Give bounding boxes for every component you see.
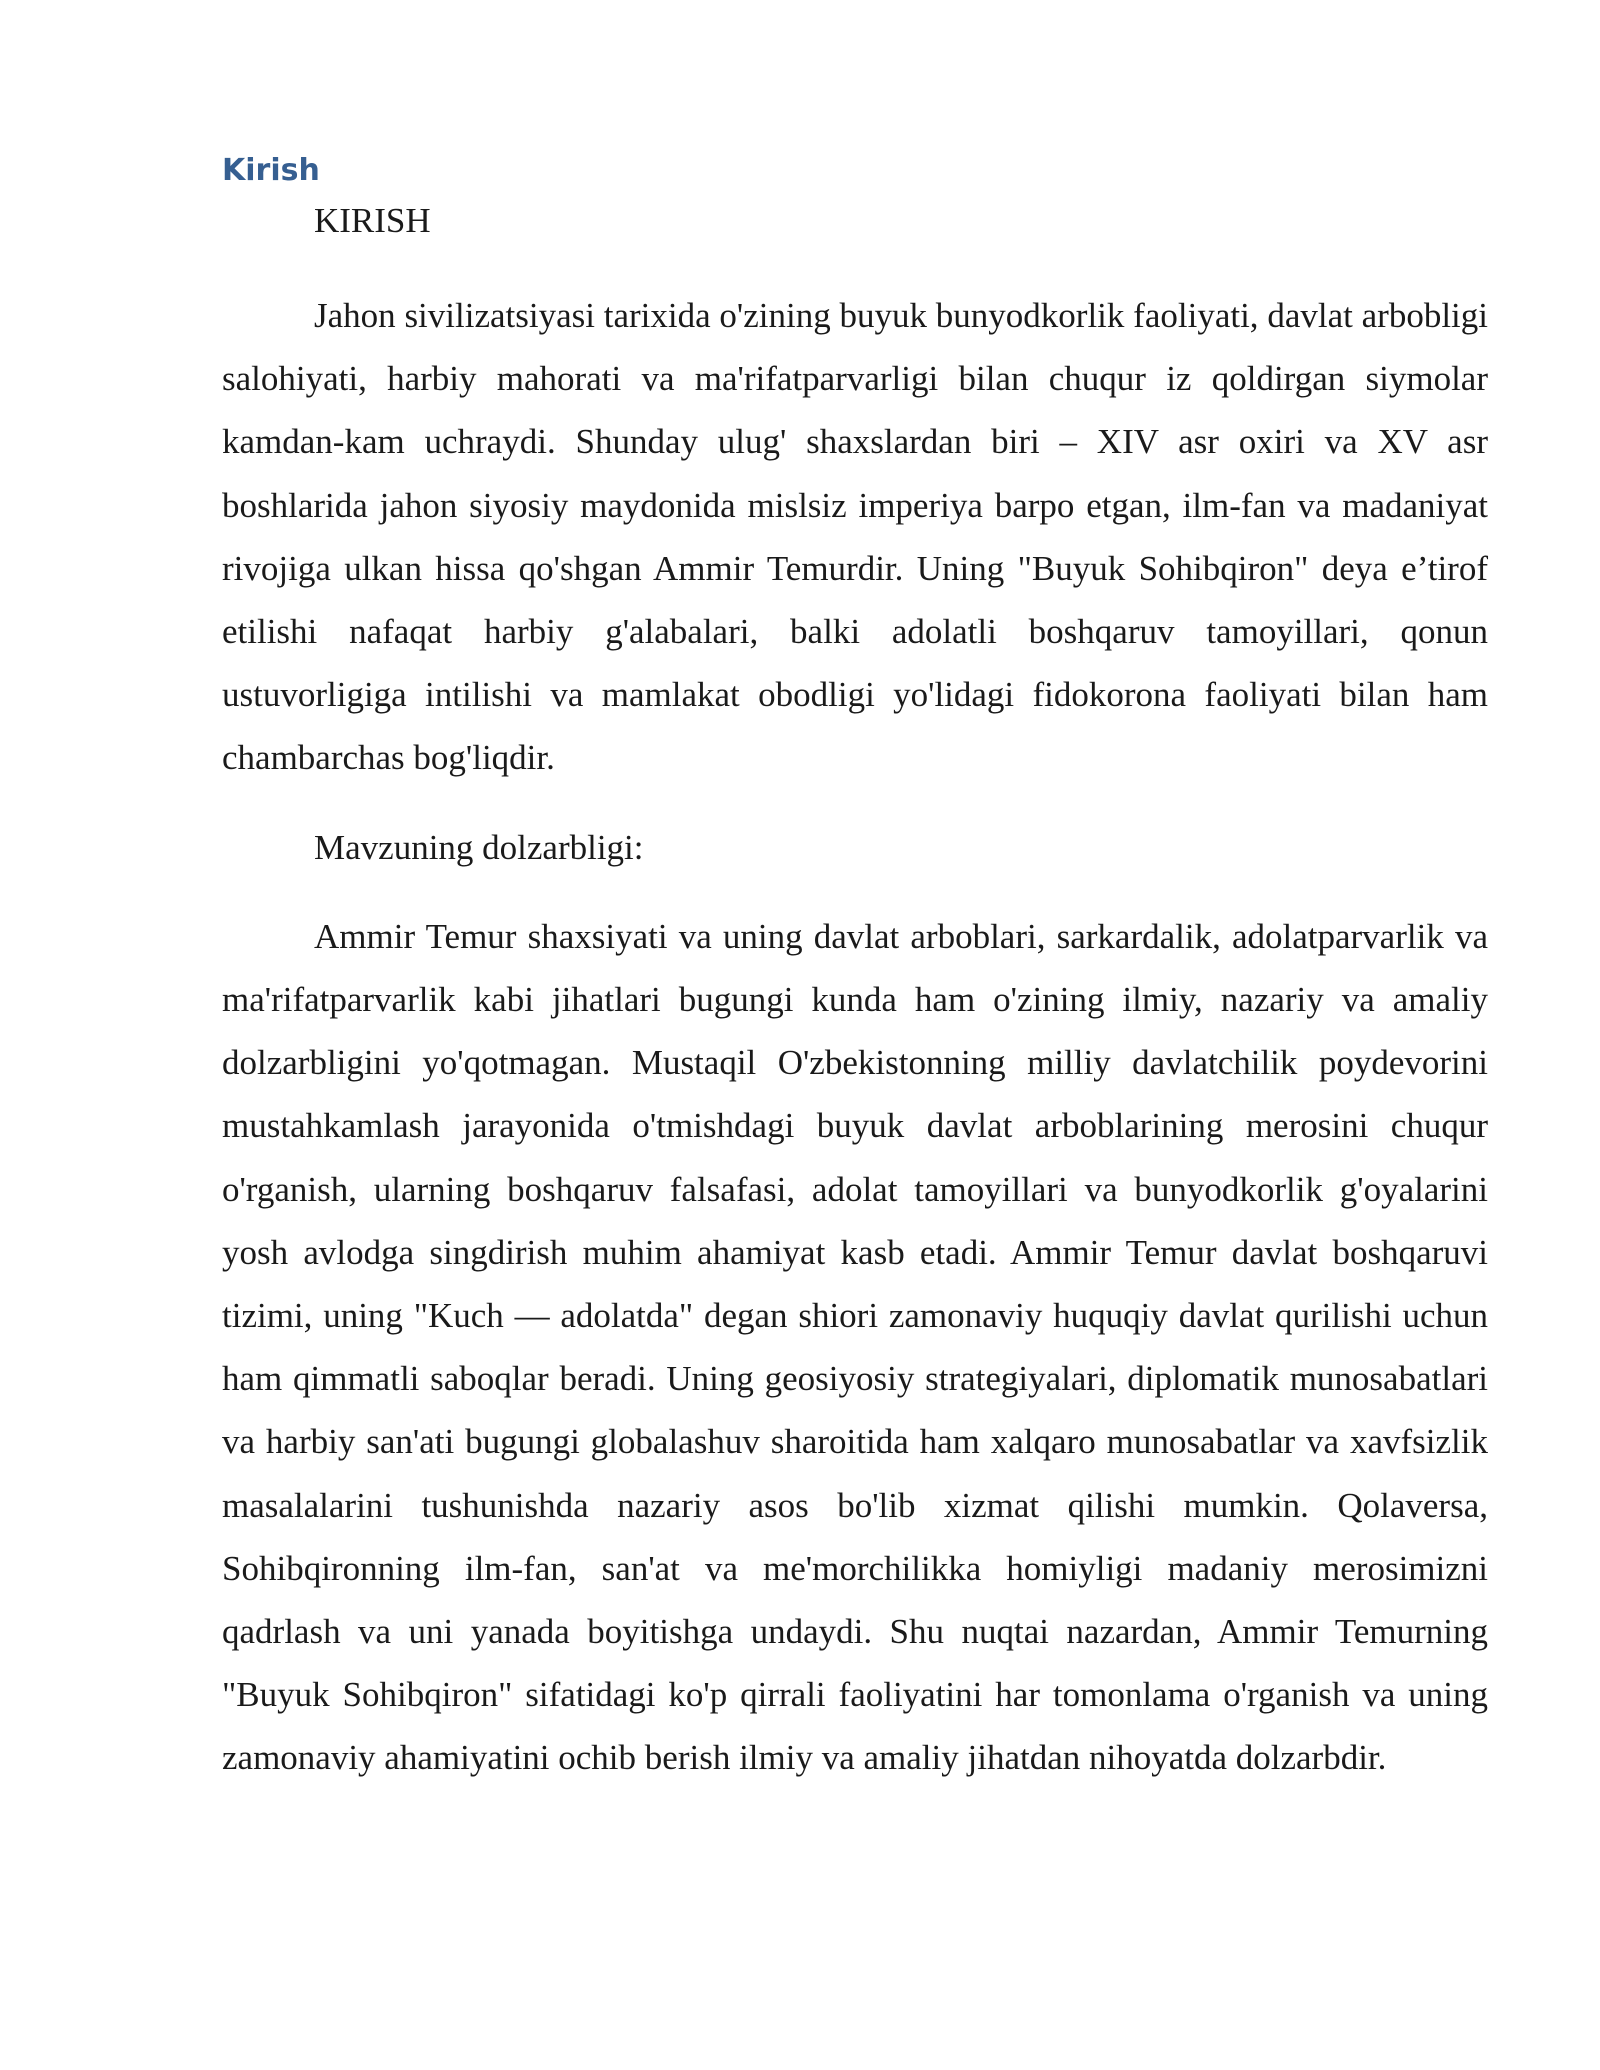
- paragraph-intro: Jahon sivilizatsiyasi tarixida o'zining buyuk bunyodkorlik faoliyati, davlat arbobligi salohiyati, harbiy mahorati va ma'rifatparvarligi bilan chuqur iz qoldirgan siymolar kamdan-kam uchraydi. Shunday ulug' shaxslardan biri – XIV asr oxiri va XV asr boshlarida jahon siyosiy maydonida mislsiz imperiya barpo etgan, ilm-fan va madaniyat rivojiga ulkan hissa qo'shgan Ammir Temurdir. Uning "Buyuk Sohibqiron" deya e’tirof etilishi nafaqat harbiy g'alabalari, balki adolatli boshqaruv tamoyillari, qonun ustuvorligiga intilishi va mamlakat obodligi yo'lidagi fidokorona faoliyati bilan ham chambarchas bog'liqdir.: [222, 296, 1488, 778]
- paragraph-relevance: Ammir Temur shaxsiyati va uning davlat arboblari, sarkardalik, adolatparvarlik va ma'rifatparvarlik kabi jihatlari bugungi kunda ham o'zining ilmiy, nazariy va amaliy dolzarbligini yo'qotmagan. Mustaqil O'zbekistonning milliy davlatchilik poydevorini mustahkamlash jarayonida o'tmishdagi buyuk davlat arboblarining merosini chuqur o'rganish, ularning boshqaruv falsafasi, adolat tamoyillari va bunyodkorlik g'oyalarini yosh avlodga singdirish muhim ahamiyat kasb etadi. Ammir Temur davlat boshqaruvi tizimi, uning "Kuch — adolatda" degan shiori zamonaviy huquqiy davlat qurilishi uchun ham qimmatli saboqlar beradi. Uning geosiyosiy strategiyalari, diplomatik munosabatlari va harbiy san'ati bugungi globalashuv sharoitida ham xalqaro munosabatlar va xavfsizlik masalalarini tushunishda nazariy asos bo'lib xizmat qilishi mumkin. Qolaversa, Sohibqironning ilm-fan, san'at va me'morchilikka homiyligi madaniy merosimizni qadrlash va uni yanada boyitishga undaydi. Shu nuqtai nazardan, Ammir Temurning "Buyuk Sohibqiron" sifatidagi ko'p qirrali faoliyatini har tomonlama o'rganish va uning zamonaviy ahamiyatini ochib berish ilmiy va amaliy jihatdan nihoyatda dolzarbdir.: [222, 916, 1488, 1778]
- section-title: KIRISH: [314, 201, 431, 240]
- page-content: [222, 146, 1488, 1816]
- subheading-relevance: Mavzuning dolzarbligi:: [314, 827, 644, 867]
- heading-style-title: Kirish: [222, 153, 320, 188]
